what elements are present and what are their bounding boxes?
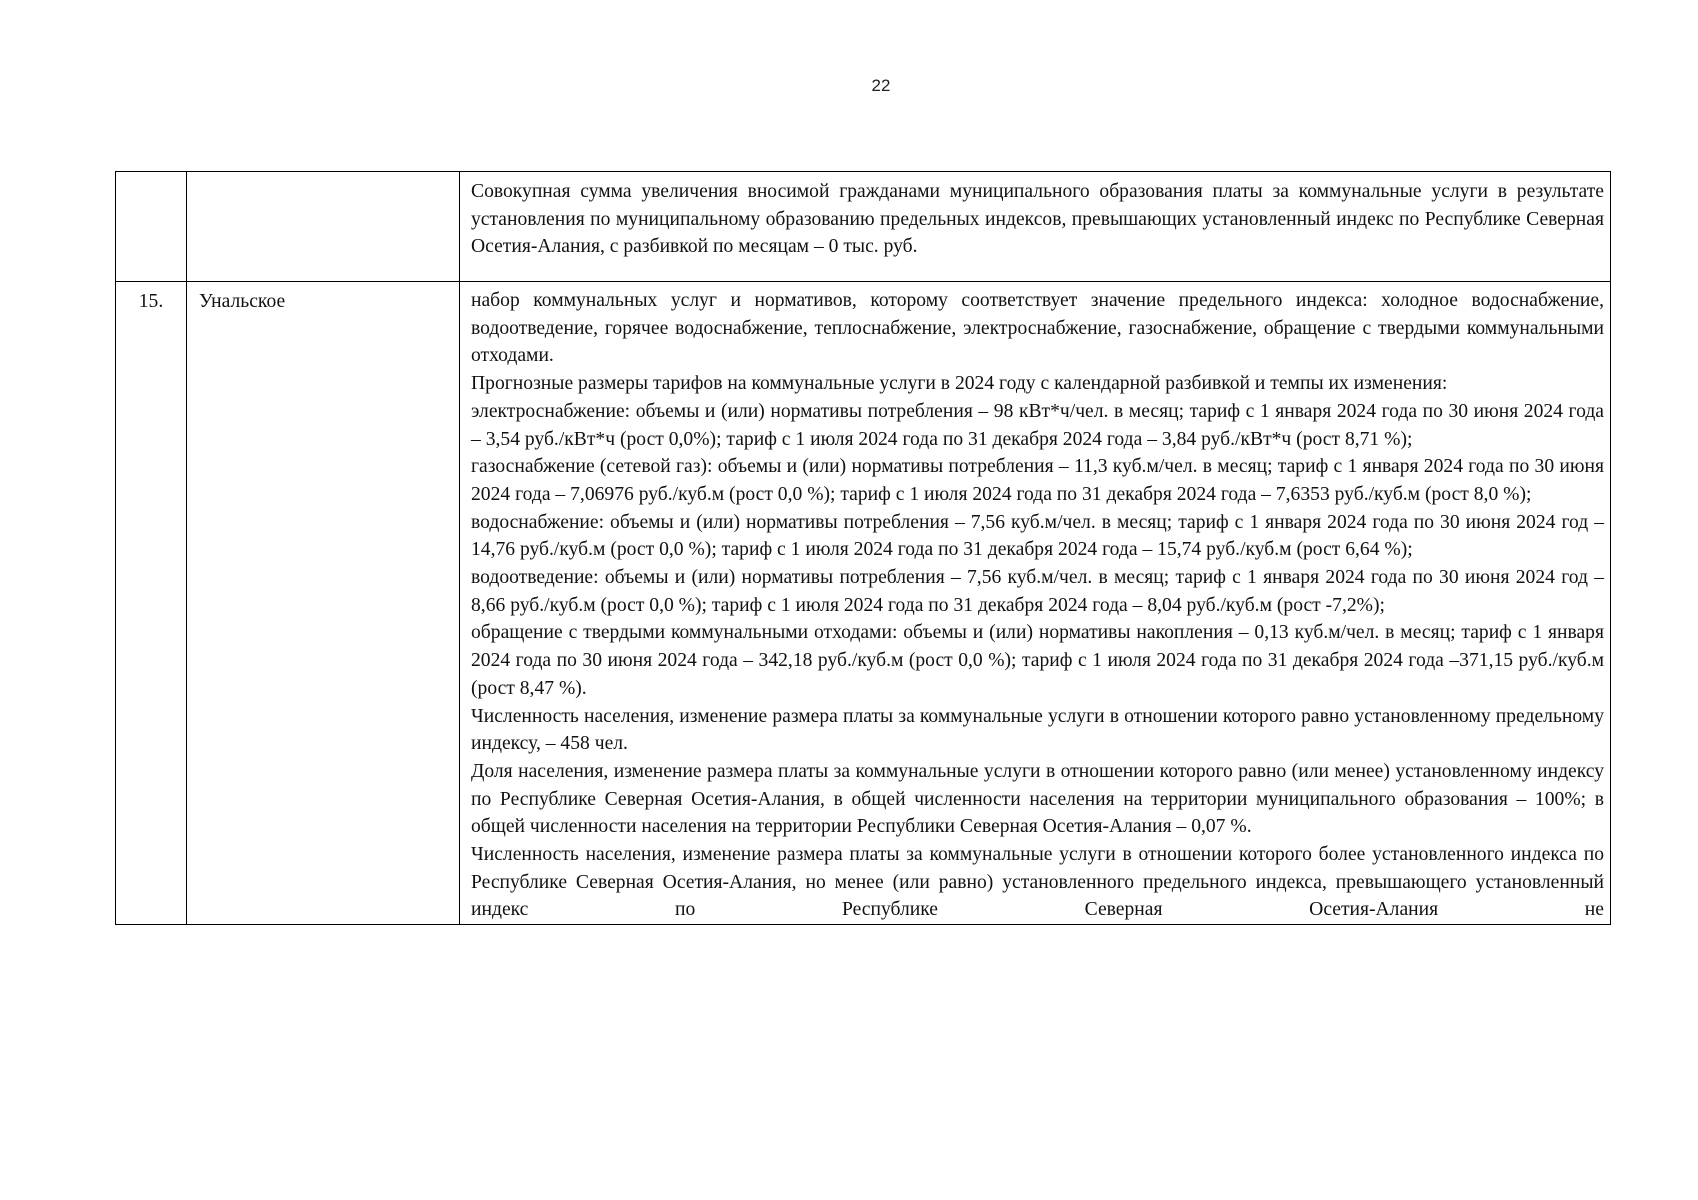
paragraph-total-increase: Совокупная сумма увеличения вносимой гражданами муниципального образования платы за коммунальные услуги в результате установления по муниципальному образованию предельных индексов, превышающих установленный индекс по Республике Северная Осетия-Алания, с разбивкой по месяцам – 0 тыс. руб. (471, 181, 1604, 258)
table-row (116, 282, 1611, 925)
table-row (116, 172, 1611, 282)
paragraph-sewerage: водоотведение: объемы и (или) нормативы потребления – 7,56 куб.м/чел. в месяц; тариф с 1 января 2024 года по 30 июня 2024 год – 8,66 руб./куб.м (рост 0,0 %); тариф с 1 июля 2024 года по 31 декабря 2024 года – 8,04 руб./куб.м (рост -7,2%); (471, 567, 1604, 616)
description-cell (460, 282, 1611, 925)
paragraph-population-share: Доля населения, изменение размера платы за коммунальные услуги в отношении которого равно (или менее) установленному индексу по Республике Северная Осетия-Алания, в общей численности населения на территории муниципального образования – 100%; в общей численности населения на территории Республики Северная Осетия-Алания – 0,07 %. (471, 760, 1604, 838)
paragraph-population-equal: Численность населения, изменение размера платы за коммунальные услуги в отношении которого равно установленному предельному индексу, – 458 чел. (471, 705, 1604, 755)
description-cell (460, 172, 1611, 282)
page-number: 22 (871, 76, 891, 95)
paragraph-water-supply: водоснабжение: объемы и (или) нормативы потребления – 7,56 куб.м/чел. в месяц; тариф с 1 января 2024 года по 30 июня 2024 год – 14,76 руб./куб.м (рост 0,0 %); тариф с 1 июля 2024 года по 31 декабря 2024 года – 15,74 руб./куб.м (рост 6,64 %); (471, 511, 1604, 561)
paragraph-tariff-forecast: Прогнозные размеры тарифов на коммунальные услуги в 2024 году с календарной разбивкой и темпы их изменения: (471, 373, 1448, 395)
paragraph-solid-waste: обращение с твердыми коммунальными отходами: объемы и (или) нормативы накопления – 0,13 куб.м/чел. в месяц; тариф с 1 января 2024 года по 30 июня 2024 года – 342,18 руб./куб.м (рост 0,0 %); тариф с 1 июля 2024 года по 31 декабря 2024 года –371,15 руб./куб.м (рост 8,47 %). (471, 622, 1604, 699)
municipality-name-cell (187, 172, 460, 282)
paragraph-electricity: электроснабжение: объемы и (или) нормативы потребления – 98 кВт*ч/чел. в месяц; тариф с 1 января 2024 года по 30 июня 2024 года – 3,54 руб./кВт*ч (рост 0,0%); тариф с 1 июля 2024 года по 31 декабря 2024 года – 3,84 руб./кВт*ч (рост 8,71 %); (471, 400, 1604, 450)
row-number-cell (116, 172, 187, 282)
row-number-cell: 15. (116, 282, 187, 925)
paragraph-gas: газоснабжение (сетевой газ): объемы и (или) нормативы потребления – 11,3 куб.м/чел. в месяц; тариф с 1 января 2024 года по 30 июня 2024 года – 7,06976 руб./куб.м (рост 0,0 %); тариф с 1 июля 2024 года по 31 декабря 2024 года – 7,6353 руб./куб.м (рост 8,0 %); (471, 456, 1604, 505)
municipal-index-table (115, 171, 1611, 925)
paragraph-population-above: Численность населения, изменение размера платы за коммунальные услуги в отношении которого более установленного индекса по Республике Северная Осетия-Алания, но менее (или равно) установленного предельного индекса, превышающего установленный индекс по Республике Северная Осетия-Алания не (471, 844, 1604, 921)
paragraph-services-set: набор коммунальных услуг и нормативов, которому соответствует значение предельного индекса: холодное водоснабжение, водоотведение, горячее водоснабжение, теплоснабжение, электроснабжение, газоснабжение, обращение с твердыми коммунальными отходами. (471, 290, 1604, 367)
municipality-name-cell: Унальское (187, 282, 460, 925)
